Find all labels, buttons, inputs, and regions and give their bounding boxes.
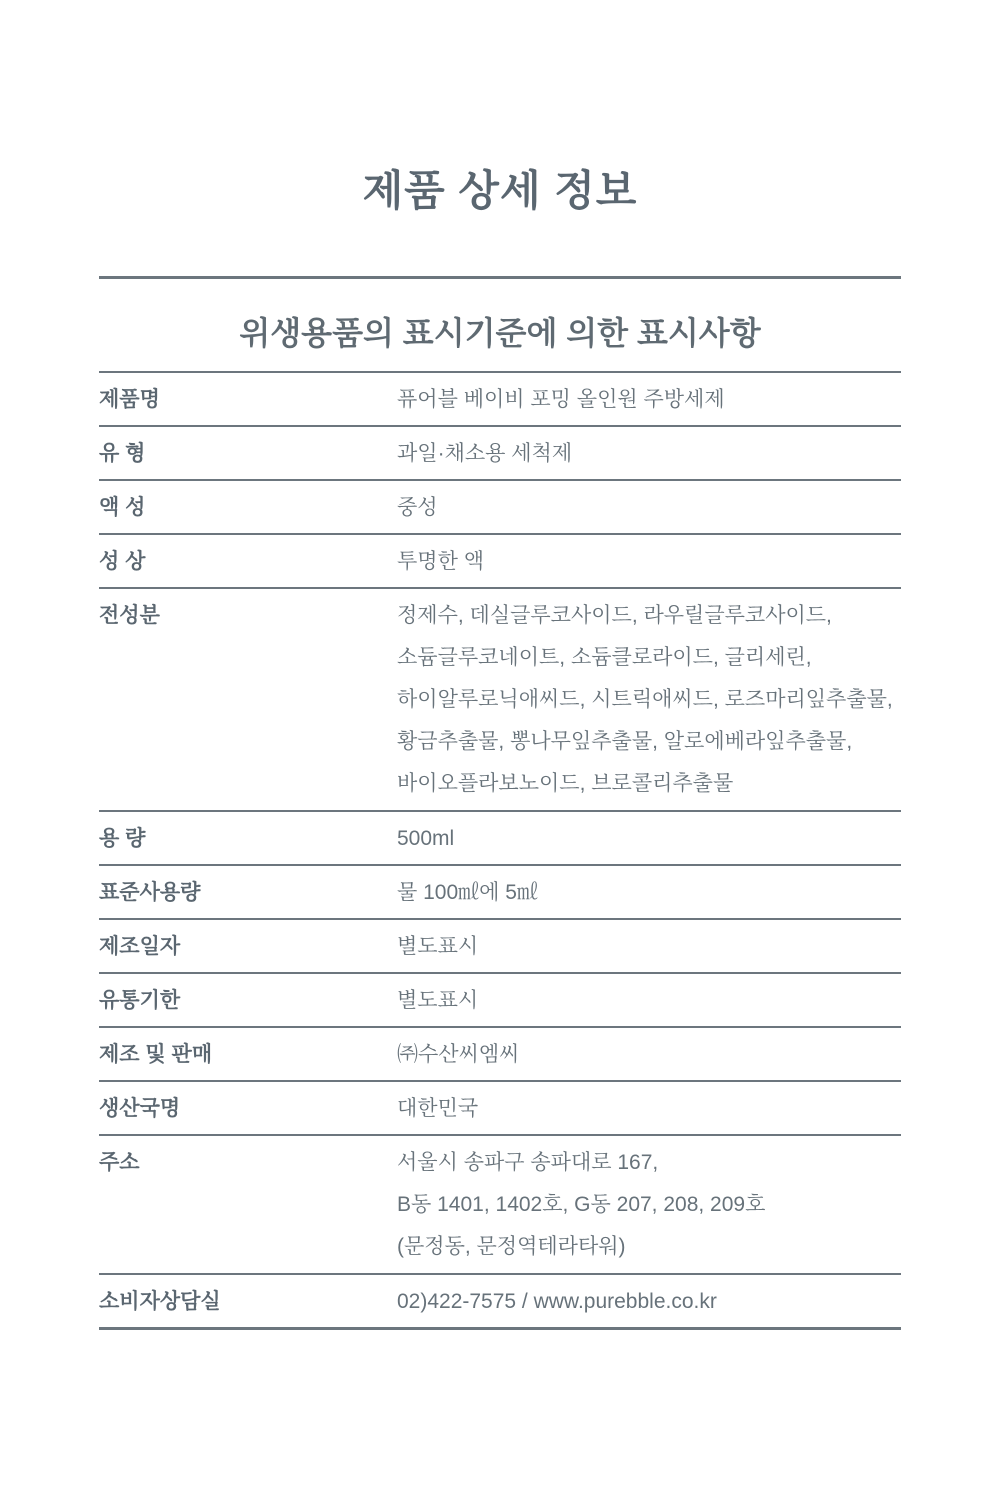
value-line: 투명한 액 [397,550,484,573]
section-title: 위생용품의 표시기준에 의한 표시사항 [239,315,761,351]
row-label: 액 성 [99,496,146,519]
row-label: 생산국명 [99,1097,181,1120]
page-title: 제품 상세 정보 [362,167,638,214]
value-line: 별도표시 [397,989,479,1012]
row-value [397,386,901,413]
value-line: (문정동, 문정역테라타워) [397,1235,626,1258]
row-label: 제품명 [99,388,160,411]
row-value [397,595,901,805]
row-label: 유통기한 [99,989,181,1012]
value-line: ㈜수산씨엠씨 [397,1043,520,1066]
row-label: 성 상 [99,550,146,573]
row-value [397,440,901,467]
row-label: 제조일자 [99,935,181,958]
value-line: 과일·채소용 세척제 [397,442,573,465]
row-value [397,494,901,521]
table-row [99,972,901,1026]
value-line: 정제수, 데실글루코사이드, 라우릴글루코사이드, [397,604,832,627]
row-value [397,933,901,960]
row-label: 전성분 [99,604,160,627]
row-value [397,825,901,852]
row-label: 용 량 [99,827,146,850]
row-label: 표준사용량 [99,881,201,904]
value-line: 소듐글루코네이트, 소듐클로라이드, 글리세린, [397,646,812,669]
row-value [397,1095,901,1122]
table-row [99,864,901,918]
value-line: 500ml [397,827,455,850]
value-line: 중성 [397,496,438,519]
row-value [397,879,901,906]
table-row [99,425,901,479]
value-line: 황금추출물, 뽕나무잎추출물, 알로에베라잎추출물, [397,730,853,753]
table-row [99,1134,901,1273]
product-info-table [99,371,901,1330]
table-row [99,533,901,587]
table-row [99,1026,901,1080]
row-label: 유 형 [99,442,146,465]
row-value [397,1288,901,1315]
row-label: 제조 및 판매 [99,1043,213,1066]
value-line: B동 1401, 1402호, G동 207, 208, 209호 [397,1193,766,1216]
table-row [99,918,901,972]
row-label: 소비자상담실 [99,1290,221,1313]
table-row [99,810,901,864]
table-row [99,1080,901,1134]
table-row [99,479,901,533]
value-line: 02)422-7575 / www.purebble.co.kr [397,1290,717,1313]
row-label: 주소 [99,1151,140,1174]
value-line: 대한민국 [397,1097,479,1120]
value-line: 퓨어블 베이비 포밍 올인원 주방세제 [397,388,725,411]
value-line: 물 100㎖에 5㎖ [397,881,538,904]
value-line: 하이알루로닉애씨드, 시트릭애씨드, 로즈마리잎추출물, [397,688,893,711]
table-row [99,1273,901,1327]
table-row [99,587,901,810]
value-line: 바이오플라보노이드, 브로콜리추출물 [397,772,734,795]
value-line: 서울시 송파구 송파대로 167, [397,1151,659,1174]
title-divider [99,276,901,279]
row-value [397,1041,901,1068]
row-value [397,1142,901,1268]
row-value [397,548,901,575]
table-row [99,373,901,425]
row-value [397,987,901,1014]
value-line: 별도표시 [397,935,479,958]
